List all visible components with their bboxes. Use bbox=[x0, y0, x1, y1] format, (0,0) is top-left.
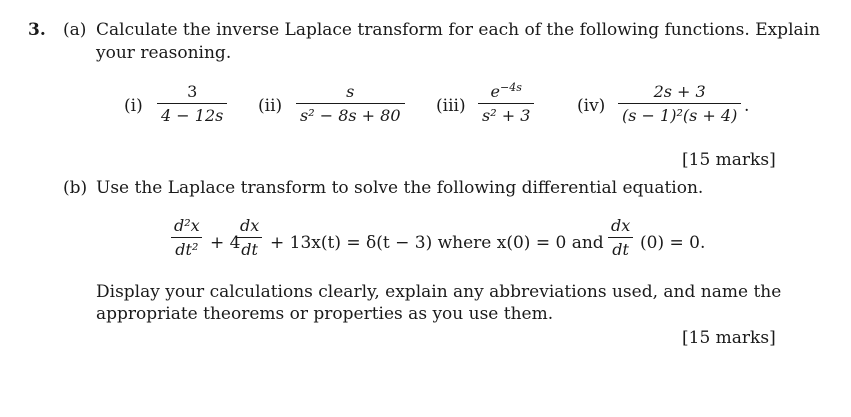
eq-middle: + 13x(t) = δ(t − 3) where x(0) = 0 and bbox=[270, 233, 604, 253]
item-ii-denominator: s² − 8s + 80 bbox=[296, 103, 405, 125]
eq-first-derivative bbox=[236, 216, 263, 259]
part-a-text-line1: Calculate the inverse Laplace transform for each of the following functions. Explain bbox=[96, 20, 821, 40]
item-ii-numerator: s bbox=[346, 82, 355, 101]
item-iii-fraction bbox=[478, 82, 534, 125]
item-iii-denominator: s² + 3 bbox=[478, 103, 534, 125]
question-number: 3. bbox=[28, 20, 46, 40]
eq-frac2-den: dt bbox=[237, 237, 262, 259]
eq-frac1-num: d²x bbox=[174, 216, 200, 235]
instructions-line2: appropriate theorems or properties as you use them. bbox=[96, 304, 554, 324]
eq-frac3-den: dt bbox=[608, 237, 633, 259]
item-iv-numerator: 2s + 3 bbox=[653, 82, 706, 101]
item-ii-label: (ii) bbox=[258, 96, 283, 116]
part-b-text: Use the Laplace transform to solve the following differential equation. bbox=[96, 178, 704, 198]
item-i-label: (i) bbox=[124, 96, 143, 116]
item-iv-fraction bbox=[618, 82, 741, 125]
eq-tail: (0) = 0. bbox=[640, 233, 706, 253]
eq-frac2-num: dx bbox=[240, 216, 260, 235]
item-iii-numerator: $e^{-4s}$ bbox=[490, 81, 522, 101]
eq-frac3-num: dx bbox=[611, 216, 631, 235]
part-a-label: (a) bbox=[63, 20, 87, 40]
item-iv-denominator: (s − 1)²(s + 4) bbox=[618, 103, 741, 125]
eq-initial-derivative bbox=[607, 216, 634, 259]
eq-second-derivative bbox=[170, 216, 204, 259]
part-a-text-line2: your reasoning. bbox=[96, 43, 232, 63]
item-i-numerator: 3 bbox=[187, 82, 198, 101]
instructions-line1: Display your calculations clearly, explain any abbreviations used, and name the bbox=[96, 282, 782, 302]
part-b-label: (b) bbox=[63, 178, 88, 198]
eq-frac1-den: dt² bbox=[171, 237, 202, 259]
part-a-marks: [15 marks] bbox=[682, 150, 776, 170]
eq-plus-four: + 4 bbox=[210, 233, 241, 253]
item-i-denominator: 4 − 12s bbox=[157, 103, 227, 125]
item-i-fraction bbox=[157, 82, 227, 125]
item-iv-label: (iv) bbox=[577, 96, 606, 116]
item-iv-trailing-period: . bbox=[744, 96, 750, 116]
item-iii-label: (iii) bbox=[436, 96, 466, 116]
part-b-marks: [15 marks] bbox=[682, 328, 776, 348]
item-ii-fraction bbox=[296, 82, 405, 125]
item-iii-exponent: −4s bbox=[499, 81, 522, 94]
